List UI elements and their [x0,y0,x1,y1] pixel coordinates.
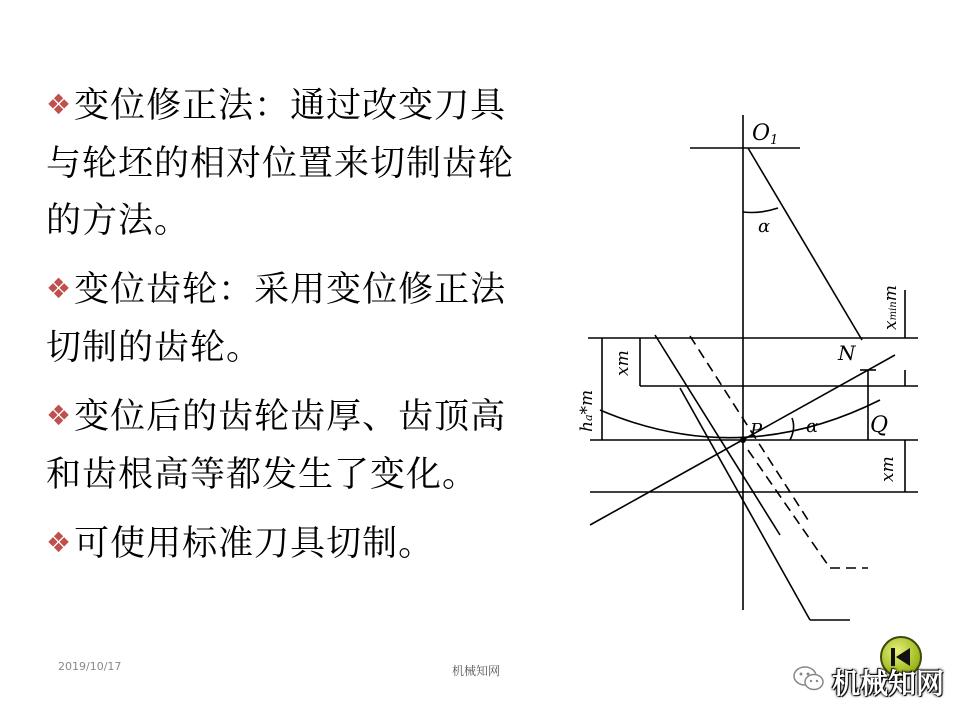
label-q: Q [870,413,889,438]
dashed-tooth-profile [748,450,830,568]
wechat-icon [792,664,826,694]
bullet-item: ❖可使用标准刀具切制。 [46,524,435,564]
diamond-bullet-icon: ❖ [46,399,73,432]
label-o1: O1 [752,121,779,148]
label-ha-m: ha*m [577,389,597,432]
footer-date: 2019/10/17 [58,660,122,673]
label-xm-left: xm [613,350,633,376]
bullet-item: ❖变位齿轮：采用变位修正法 切制的齿轮。 [46,270,507,368]
label-alpha-top: α [758,216,771,237]
o1-to-n-line [748,148,862,340]
diamond-bullet-icon: ❖ [46,272,73,305]
watermark-text: 机械知网 [832,667,945,700]
diamond-bullet-icon: ❖ [46,88,73,121]
bullet-item: ❖变位修正法：通过改变刀具 与轮坯的相对位置来切制齿轮 的方法。 [46,86,515,241]
diamond-bullet-icon: ❖ [46,526,73,559]
angle-arc-p [790,418,794,440]
bullet-item: ❖变位后的齿轮齿厚、齿顶高 和齿根高等都发生了变化。 [46,397,507,495]
pitch-circle-arc [600,400,880,438]
label-xmin-m: xminm [881,285,901,330]
watermark [780,658,950,702]
label-n: N [838,341,856,365]
point-p [740,437,746,443]
label-alpha-p: α [806,416,819,437]
footer-center-text: 机械知网 [452,664,501,678]
label-p: P [750,420,763,441]
angle-arc-top [743,208,778,213]
label-xm-right: xm [878,456,898,482]
